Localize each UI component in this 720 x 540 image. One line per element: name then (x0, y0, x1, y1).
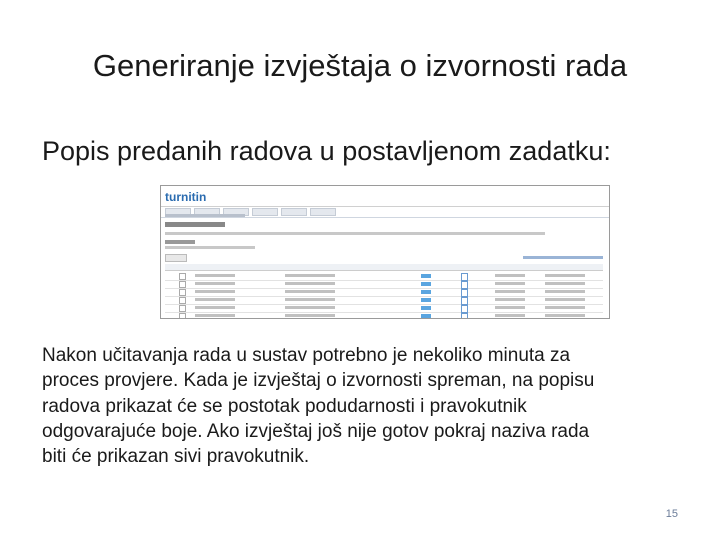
row-cell (495, 306, 525, 309)
slide-subtitle: Popis predanih radova u postavljenom zadatku: (42, 136, 611, 166)
nav-tab[interactable] (310, 208, 336, 216)
row-checkbox[interactable] (179, 313, 186, 319)
row-cell (545, 306, 585, 309)
row-cell (195, 314, 235, 317)
row-cell (285, 290, 335, 293)
row-checkbox[interactable] (179, 281, 186, 288)
similarity-indicator[interactable] (421, 306, 431, 310)
slide-title: Generiranje izvještaja o izvornosti rada (92, 48, 628, 83)
similarity-indicator[interactable] (421, 274, 431, 278)
section-heading (165, 240, 195, 244)
similarity-indicator[interactable] (421, 314, 431, 318)
body-line: odgovarajuće boje. Ako izvještaj još nije gotov pokraj naziva rada (42, 420, 590, 442)
row-cell (545, 274, 585, 277)
row-cell (495, 290, 525, 293)
row-cell (495, 282, 525, 285)
row-cell (195, 274, 235, 277)
row-cell (545, 290, 585, 293)
row-cell (285, 298, 335, 301)
row-cell (545, 314, 585, 317)
assignment-links[interactable] (523, 256, 603, 259)
row-cell (195, 290, 235, 293)
row-cell (545, 282, 585, 285)
header-divider (161, 206, 609, 207)
row-checkbox[interactable] (179, 305, 186, 312)
row-cell (195, 306, 235, 309)
row-cell (285, 314, 335, 317)
row-checkbox[interactable] (179, 273, 186, 280)
body-text (42, 343, 682, 469)
similarity-indicator[interactable] (421, 298, 431, 302)
row-checkbox[interactable] (179, 297, 186, 304)
nav-tab[interactable] (281, 208, 307, 216)
turnitin-logo: turnitin (165, 190, 207, 204)
submit-button[interactable] (165, 254, 187, 262)
nav-tab[interactable] (252, 208, 278, 216)
body-line: radova prikazat će se postotak podudarnosti i pravokutnik (42, 395, 527, 417)
page-number: 15 (665, 508, 678, 520)
body-line: Nakon učitavanja rada u sustav potrebno je nekoliko minuta za (42, 345, 571, 366)
row-checkbox[interactable] (179, 289, 186, 296)
help-text (165, 232, 545, 235)
row-cell (285, 306, 335, 309)
breadcrumb-divider (161, 217, 609, 218)
similarity-indicator[interactable] (421, 290, 431, 294)
assignment-info (165, 246, 255, 249)
row-cell (495, 274, 525, 277)
row-cell (545, 298, 585, 301)
row-cell (285, 274, 335, 277)
body-line: proces provjere. Kada je izvještaj o izvornosti spreman, na popisu (42, 370, 595, 392)
row-cell (195, 298, 235, 301)
file-icon[interactable] (461, 313, 468, 319)
similarity-indicator[interactable] (421, 282, 431, 286)
row-cell (285, 282, 335, 285)
row-cell (195, 282, 235, 285)
page-heading (165, 222, 225, 227)
row-cell (495, 314, 525, 317)
table-header (165, 264, 603, 271)
turnitin-screenshot (160, 185, 610, 319)
body-line: biti će prikazan sivi pravokutnik. (42, 446, 310, 468)
table-row[interactable] (165, 312, 603, 319)
row-cell (495, 298, 525, 301)
